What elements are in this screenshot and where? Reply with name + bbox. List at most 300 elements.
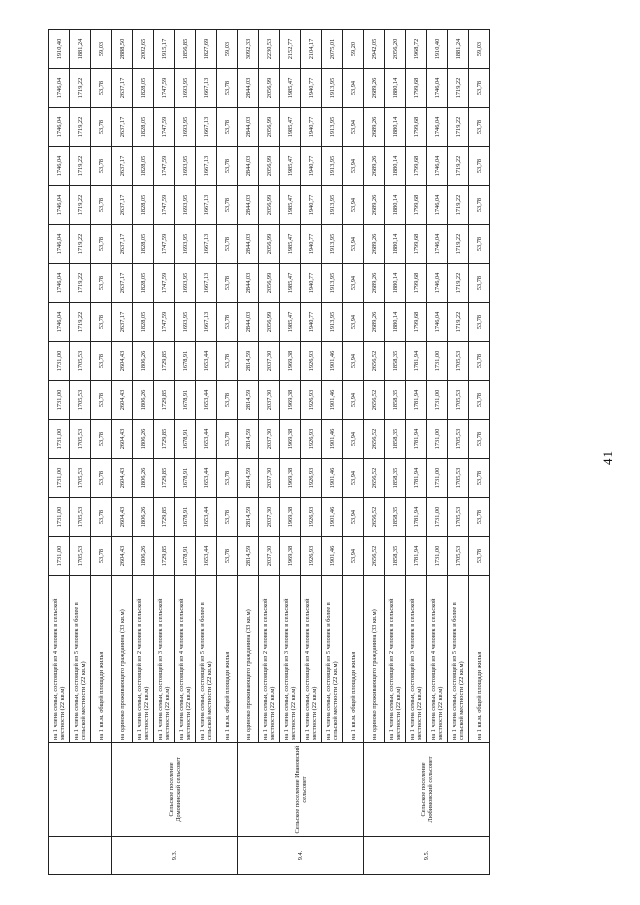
value-cell: 1968,72: [406, 30, 427, 69]
value-cell: 1719,22: [448, 186, 469, 225]
value-cell: 1746,04: [427, 186, 448, 225]
value-cell: 1705,53: [448, 342, 469, 381]
value-cell: 53,78: [217, 225, 238, 264]
table-row: [112, 30, 133, 875]
value-cell: 2888,50: [112, 30, 133, 69]
value-cell: 1880,14: [385, 225, 406, 264]
value-cell: 1913,95: [322, 225, 343, 264]
value-cell: 1693,95: [175, 186, 196, 225]
value-cell: 1880,14: [385, 147, 406, 186]
value-cell: 1901,46: [322, 537, 343, 576]
value-cell: 1705,53: [70, 498, 91, 537]
value-cell: 2844,03: [238, 303, 259, 342]
value-cell: 53,78: [469, 381, 490, 420]
value-cell: 1969,38: [280, 459, 301, 498]
value-cell: 1667,13: [196, 225, 217, 264]
value-cell: 1747,59: [154, 186, 175, 225]
value-cell: 2689,26: [364, 225, 385, 264]
value-cell: 1693,95: [175, 108, 196, 147]
value-cell: 53,94: [343, 108, 364, 147]
value-cell: 2942,05: [364, 30, 385, 69]
value-cell: 1880,14: [385, 186, 406, 225]
value-cell: 1806,26: [133, 342, 154, 381]
value-cell: 1747,59: [154, 147, 175, 186]
value-cell: 1705,53: [448, 498, 469, 537]
value-cell: 1746,04: [49, 147, 70, 186]
value-cell: 1693,95: [175, 264, 196, 303]
value-cell: 2656,52: [364, 498, 385, 537]
value-cell: 1731,00: [49, 342, 70, 381]
table-row: [238, 30, 259, 875]
value-cell: 2604,43: [112, 537, 133, 576]
value-cell: 1881,24: [70, 30, 91, 69]
section-number: 9.5.: [364, 837, 490, 875]
value-cell: 2844,03: [238, 186, 259, 225]
value-cell: 2689,26: [364, 108, 385, 147]
value-cell: 1653,44: [196, 459, 217, 498]
value-cell: 1731,00: [427, 420, 448, 459]
value-cell: 2814,59: [238, 459, 259, 498]
value-cell: 53,78: [91, 186, 112, 225]
value-cell: 1940,77: [301, 264, 322, 303]
value-cell: 1746,04: [427, 69, 448, 108]
value-cell: 53,78: [469, 420, 490, 459]
value-cell: 1913,95: [322, 264, 343, 303]
value-cell: 1940,77: [301, 108, 322, 147]
value-cell: 1806,26: [133, 381, 154, 420]
value-cell: 53,78: [469, 498, 490, 537]
value-cell: 1719,22: [448, 225, 469, 264]
value-cell: 1747,59: [154, 303, 175, 342]
value-cell: 1746,04: [427, 264, 448, 303]
value-cell: 1940,77: [301, 303, 322, 342]
row-description: на одиноко проживающего гражданина (33 кв.м): [238, 576, 259, 743]
value-cell: 53,78: [217, 303, 238, 342]
value-cell: 1678,91: [175, 498, 196, 537]
value-cell: 1746,04: [49, 69, 70, 108]
value-cell: 53,78: [91, 225, 112, 264]
value-cell: 1926,93: [301, 420, 322, 459]
value-cell: 1880,14: [385, 264, 406, 303]
row-description: на 1 члена семьи, состоящей из 4 человек в сельской местности (22 кв.м): [427, 576, 448, 743]
value-cell: 53,78: [217, 381, 238, 420]
value-cell: 1913,95: [322, 147, 343, 186]
value-cell: 1731,00: [49, 420, 70, 459]
value-cell: 1910,40: [427, 30, 448, 69]
value-cell: 1969,38: [280, 537, 301, 576]
value-cell: 1940,77: [301, 69, 322, 108]
value-cell: 1693,95: [175, 69, 196, 108]
value-cell: 1828,05: [133, 225, 154, 264]
value-cell: 2656,52: [364, 537, 385, 576]
value-cell: 1901,46: [322, 498, 343, 537]
value-cell: 1667,13: [196, 303, 217, 342]
value-cell: 53,78: [469, 342, 490, 381]
value-cell: 1969,38: [280, 498, 301, 537]
value-cell: 1940,77: [301, 225, 322, 264]
value-cell: 1746,04: [427, 108, 448, 147]
value-cell: 1719,22: [70, 303, 91, 342]
value-cell: 1705,53: [448, 459, 469, 498]
value-cell: 1806,26: [133, 459, 154, 498]
value-cell: 53,78: [217, 537, 238, 576]
value-cell: 2037,30: [259, 420, 280, 459]
value-cell: 2604,43: [112, 420, 133, 459]
value-cell: 53,94: [343, 303, 364, 342]
value-cell: 53,78: [91, 147, 112, 186]
value-cell: 1746,04: [427, 147, 448, 186]
value-cell: 1719,22: [448, 264, 469, 303]
value-cell: 2056,99: [259, 264, 280, 303]
value-cell: 2037,30: [259, 459, 280, 498]
value-cell: 53,78: [91, 537, 112, 576]
value-cell: 2656,52: [364, 381, 385, 420]
value-cell: 1667,13: [196, 108, 217, 147]
value-cell: 2814,59: [238, 537, 259, 576]
page-number: 41: [600, 450, 615, 465]
value-cell: 2637,17: [112, 186, 133, 225]
value-cell: 53,78: [469, 303, 490, 342]
value-cell: 1693,95: [175, 225, 196, 264]
value-cell: 2689,26: [364, 69, 385, 108]
value-cell: 2689,26: [364, 264, 385, 303]
value-cell: 1719,22: [70, 186, 91, 225]
value-cell: 2637,17: [112, 303, 133, 342]
value-cell: 2002,65: [133, 30, 154, 69]
value-cell: 1653,44: [196, 381, 217, 420]
value-cell: 2844,03: [238, 225, 259, 264]
value-cell: 53,78: [91, 381, 112, 420]
value-cell: 1926,93: [301, 459, 322, 498]
settlement-name: Сельское поселение Любимовский сельсовет: [364, 743, 490, 837]
value-cell: 2604,43: [112, 498, 133, 537]
value-cell: 1729,85: [154, 537, 175, 576]
value-cell: 1926,93: [301, 342, 322, 381]
value-cell: 2689,26: [364, 186, 385, 225]
value-cell: 1926,93: [301, 537, 322, 576]
value-cell: 1969,38: [280, 420, 301, 459]
value-cell: 1880,14: [385, 303, 406, 342]
value-cell: 1940,77: [301, 147, 322, 186]
value-cell: 1828,05: [133, 108, 154, 147]
value-cell: 53,94: [343, 264, 364, 303]
value-cell: 1705,53: [448, 381, 469, 420]
value-cell: 53,78: [91, 303, 112, 342]
value-cell: 1693,95: [175, 303, 196, 342]
value-cell: 1806,26: [133, 498, 154, 537]
value-cell: 1856,85: [175, 30, 196, 69]
value-cell: 1926,93: [301, 498, 322, 537]
value-cell: 53,78: [469, 264, 490, 303]
value-cell: 1747,59: [154, 264, 175, 303]
row-description: на 1 члена семьи, состоящей из 2 человек в сельской местности (22 кв.м): [259, 576, 280, 743]
value-cell: 1858,35: [385, 381, 406, 420]
value-cell: 1731,00: [49, 498, 70, 537]
value-cell: 2637,17: [112, 69, 133, 108]
value-cell: 1705,53: [70, 537, 91, 576]
row-description: на 1 члена семьи, состоящей из 3 человек в сельской местности (22 кв.м): [406, 576, 427, 743]
value-cell: 1913,95: [322, 108, 343, 147]
value-cell: 1719,22: [70, 69, 91, 108]
value-cell: 53,78: [217, 147, 238, 186]
value-cell: 2056,99: [259, 303, 280, 342]
value-cell: 1729,85: [154, 459, 175, 498]
value-cell: 2037,30: [259, 342, 280, 381]
value-cell: 1799,68: [406, 303, 427, 342]
value-cell: 1653,44: [196, 537, 217, 576]
settlement-name: Сельское поселение Ивановский сельсовет: [238, 743, 364, 837]
value-cell: 1746,04: [49, 264, 70, 303]
value-cell: 1746,04: [427, 303, 448, 342]
value-cell: 1746,04: [427, 225, 448, 264]
row-description: на 1 члена семьи, состоящей из 5 человек и более в сельской местности (22 кв.м): [322, 576, 343, 743]
value-cell: 1985,47: [280, 264, 301, 303]
value-cell: 1880,14: [385, 69, 406, 108]
row-description: на 1 кв.м. общей площади жилья: [217, 576, 238, 743]
value-cell: 1858,35: [385, 537, 406, 576]
value-cell: 2152,77: [280, 30, 301, 69]
value-cell: 2814,59: [238, 381, 259, 420]
value-cell: 2689,26: [364, 303, 385, 342]
value-cell: 2814,59: [238, 342, 259, 381]
value-cell: 1693,95: [175, 147, 196, 186]
value-cell: 1705,53: [448, 420, 469, 459]
value-cell: 1729,85: [154, 498, 175, 537]
value-cell: 1653,44: [196, 342, 217, 381]
row-description: на 1 члена семьи, состоящей из 4 человек в сельской местности (22 кв.м): [175, 576, 196, 743]
value-cell: 1828,05: [133, 303, 154, 342]
row-description: на 1 члена семьи, состоящей из 2 человек в сельской местности (22 кв.м): [133, 576, 154, 743]
value-cell: 1731,00: [427, 537, 448, 576]
value-cell: 1901,46: [322, 459, 343, 498]
value-cell: 1985,47: [280, 69, 301, 108]
value-cell: 1705,53: [70, 459, 91, 498]
value-cell: 2056,99: [259, 225, 280, 264]
value-cell: 53,78: [469, 147, 490, 186]
row-description: на одиноко проживающего гражданина (33 кв.м): [112, 576, 133, 743]
value-cell: 53,94: [343, 537, 364, 576]
value-cell: 1913,95: [322, 303, 343, 342]
settlement-name: [49, 743, 112, 837]
value-cell: 2075,01: [322, 30, 343, 69]
row-description: на 1 члена семьи, состоящей из 5 человек и более в сельской местности (22 кв.м): [448, 576, 469, 743]
value-cell: 2056,99: [259, 147, 280, 186]
value-cell: 2056,20: [385, 30, 406, 69]
value-cell: 2656,52: [364, 420, 385, 459]
value-cell: 1880,14: [385, 108, 406, 147]
value-cell: 1781,94: [406, 459, 427, 498]
value-cell: 1806,26: [133, 537, 154, 576]
value-cell: 1667,13: [196, 264, 217, 303]
value-cell: 1653,44: [196, 498, 217, 537]
value-cell: 2656,52: [364, 459, 385, 498]
value-cell: 1858,35: [385, 459, 406, 498]
value-cell: 3092,33: [238, 30, 259, 69]
tariff-table: [48, 29, 490, 875]
value-cell: 53,94: [343, 225, 364, 264]
value-cell: 1719,22: [70, 108, 91, 147]
value-cell: 53,78: [217, 264, 238, 303]
value-cell: 1719,22: [448, 108, 469, 147]
value-cell: 53,78: [469, 459, 490, 498]
value-cell: 53,78: [91, 69, 112, 108]
value-cell: 1828,05: [133, 147, 154, 186]
value-cell: 2230,53: [259, 30, 280, 69]
value-cell: 2637,17: [112, 147, 133, 186]
value-cell: 1781,94: [406, 498, 427, 537]
value-cell: 1828,05: [133, 186, 154, 225]
row-description: на 1 члена семьи, состоящей из 4 человек в сельской местности (22 кв.м): [301, 576, 322, 743]
value-cell: 1747,59: [154, 69, 175, 108]
value-cell: 1799,68: [406, 147, 427, 186]
row-description: на 1 члена семьи, состоящей из 4 человек в сельской местности (22 кв.м): [49, 576, 70, 743]
row-description: на 1 кв.м. общей площади жилья: [91, 576, 112, 743]
section-number: 9.4.: [238, 837, 364, 875]
value-cell: 2844,03: [238, 108, 259, 147]
value-cell: 1746,04: [49, 303, 70, 342]
value-cell: 2104,17: [301, 30, 322, 69]
value-cell: 1881,24: [448, 30, 469, 69]
value-cell: 1913,95: [322, 69, 343, 108]
value-cell: 1667,13: [196, 147, 217, 186]
value-cell: 1799,68: [406, 186, 427, 225]
value-cell: 53,94: [343, 186, 364, 225]
value-cell: 53,78: [469, 186, 490, 225]
section-number: [49, 837, 112, 875]
value-cell: 53,78: [469, 225, 490, 264]
value-cell: 2814,59: [238, 498, 259, 537]
row-description: на 1 кв.м. общей площади жилья: [469, 576, 490, 743]
value-cell: 1858,35: [385, 420, 406, 459]
value-cell: 1799,68: [406, 264, 427, 303]
value-cell: 1913,95: [322, 186, 343, 225]
value-cell: 53,78: [217, 342, 238, 381]
value-cell: 1667,13: [196, 186, 217, 225]
value-cell: 1985,47: [280, 108, 301, 147]
value-cell: 53,78: [91, 420, 112, 459]
value-cell: 2814,59: [238, 420, 259, 459]
value-cell: 1781,94: [406, 537, 427, 576]
value-cell: 1746,04: [49, 225, 70, 264]
value-cell: 1678,91: [175, 420, 196, 459]
value-cell: 1926,93: [301, 381, 322, 420]
value-cell: 2637,17: [112, 264, 133, 303]
value-cell: 53,78: [217, 420, 238, 459]
value-cell: 1747,59: [154, 108, 175, 147]
value-cell: 53,94: [343, 69, 364, 108]
value-cell: 1731,00: [427, 381, 448, 420]
value-cell: 1731,00: [427, 498, 448, 537]
value-cell: 1729,85: [154, 381, 175, 420]
value-cell: 1969,38: [280, 381, 301, 420]
table-row: [364, 30, 385, 875]
value-cell: 1985,47: [280, 225, 301, 264]
value-cell: 1719,22: [448, 303, 469, 342]
value-cell: 53,78: [91, 342, 112, 381]
row-description: на 1 члена семьи, состоящей из 3 человек в сельской местности (22 кв.м): [154, 576, 175, 743]
value-cell: 59,03: [91, 30, 112, 69]
value-cell: 1719,22: [70, 225, 91, 264]
value-cell: 2037,30: [259, 381, 280, 420]
value-cell: 1828,05: [133, 69, 154, 108]
value-cell: 53,94: [343, 381, 364, 420]
value-cell: 1705,53: [70, 342, 91, 381]
value-cell: 1985,47: [280, 186, 301, 225]
value-cell: 1719,22: [70, 147, 91, 186]
settlement-name: Сельское поселение Домовинский сельсовет: [112, 743, 238, 837]
value-cell: 59,03: [217, 30, 238, 69]
value-cell: 1746,04: [49, 186, 70, 225]
value-cell: 53,78: [217, 69, 238, 108]
value-cell: 2637,17: [112, 108, 133, 147]
value-cell: 2604,43: [112, 459, 133, 498]
value-cell: 1678,91: [175, 342, 196, 381]
value-cell: 53,94: [343, 342, 364, 381]
value-cell: 1705,53: [70, 381, 91, 420]
value-cell: 53,78: [217, 108, 238, 147]
value-cell: 1678,91: [175, 537, 196, 576]
value-cell: 1653,44: [196, 420, 217, 459]
row-description: на 1 члена семьи, состоящей из 3 человек в сельской местности (22 кв.м): [280, 576, 301, 743]
value-cell: 1678,91: [175, 459, 196, 498]
value-cell: 1858,35: [385, 498, 406, 537]
row-description: на 1 кв.м. общей площади жилья: [343, 576, 364, 743]
value-cell: 53,94: [343, 420, 364, 459]
value-cell: 59,20: [343, 30, 364, 69]
value-cell: 53,78: [91, 498, 112, 537]
value-cell: 1985,47: [280, 147, 301, 186]
value-cell: 1781,94: [406, 342, 427, 381]
value-cell: 53,78: [469, 69, 490, 108]
value-cell: 1799,68: [406, 225, 427, 264]
value-cell: 1940,77: [301, 186, 322, 225]
value-cell: 53,78: [91, 108, 112, 147]
value-cell: 1799,68: [406, 108, 427, 147]
value-cell: 1731,00: [49, 459, 70, 498]
value-cell: 1667,13: [196, 69, 217, 108]
value-cell: 1781,94: [406, 420, 427, 459]
value-cell: 1985,47: [280, 303, 301, 342]
value-cell: 1828,05: [133, 264, 154, 303]
value-cell: 1915,17: [154, 30, 175, 69]
value-cell: 53,94: [343, 147, 364, 186]
table-row: [49, 30, 70, 875]
value-cell: 53,78: [469, 537, 490, 576]
value-cell: 2689,26: [364, 147, 385, 186]
value-cell: 53,78: [91, 264, 112, 303]
value-cell: 1858,35: [385, 342, 406, 381]
value-cell: 2844,03: [238, 69, 259, 108]
value-cell: 2637,17: [112, 225, 133, 264]
row-description: на 1 члена семьи, состоящей из 5 человек и более в сельской местности (22 кв.м): [70, 576, 91, 743]
value-cell: 2656,52: [364, 342, 385, 381]
value-cell: 2056,99: [259, 69, 280, 108]
value-cell: 1729,85: [154, 420, 175, 459]
row-description: на 1 члена семьи, состоящей из 5 человек и более в сельской местности (22 кв.м): [196, 576, 217, 743]
row-description: на 1 члена семьи, состоящей из 2 человек в сельской местности (22 кв.м): [385, 576, 406, 743]
value-cell: 59,03: [469, 30, 490, 69]
value-cell: 1731,00: [427, 459, 448, 498]
section-number: 9.3.: [112, 837, 238, 875]
value-cell: 53,78: [469, 108, 490, 147]
row-description: на одиноко проживающего гражданина (33 кв.м): [364, 576, 385, 743]
value-cell: 2056,99: [259, 186, 280, 225]
value-cell: 2844,03: [238, 147, 259, 186]
value-cell: 53,94: [343, 498, 364, 537]
value-cell: 1747,59: [154, 225, 175, 264]
value-cell: 1719,22: [448, 69, 469, 108]
value-cell: 1731,00: [49, 381, 70, 420]
